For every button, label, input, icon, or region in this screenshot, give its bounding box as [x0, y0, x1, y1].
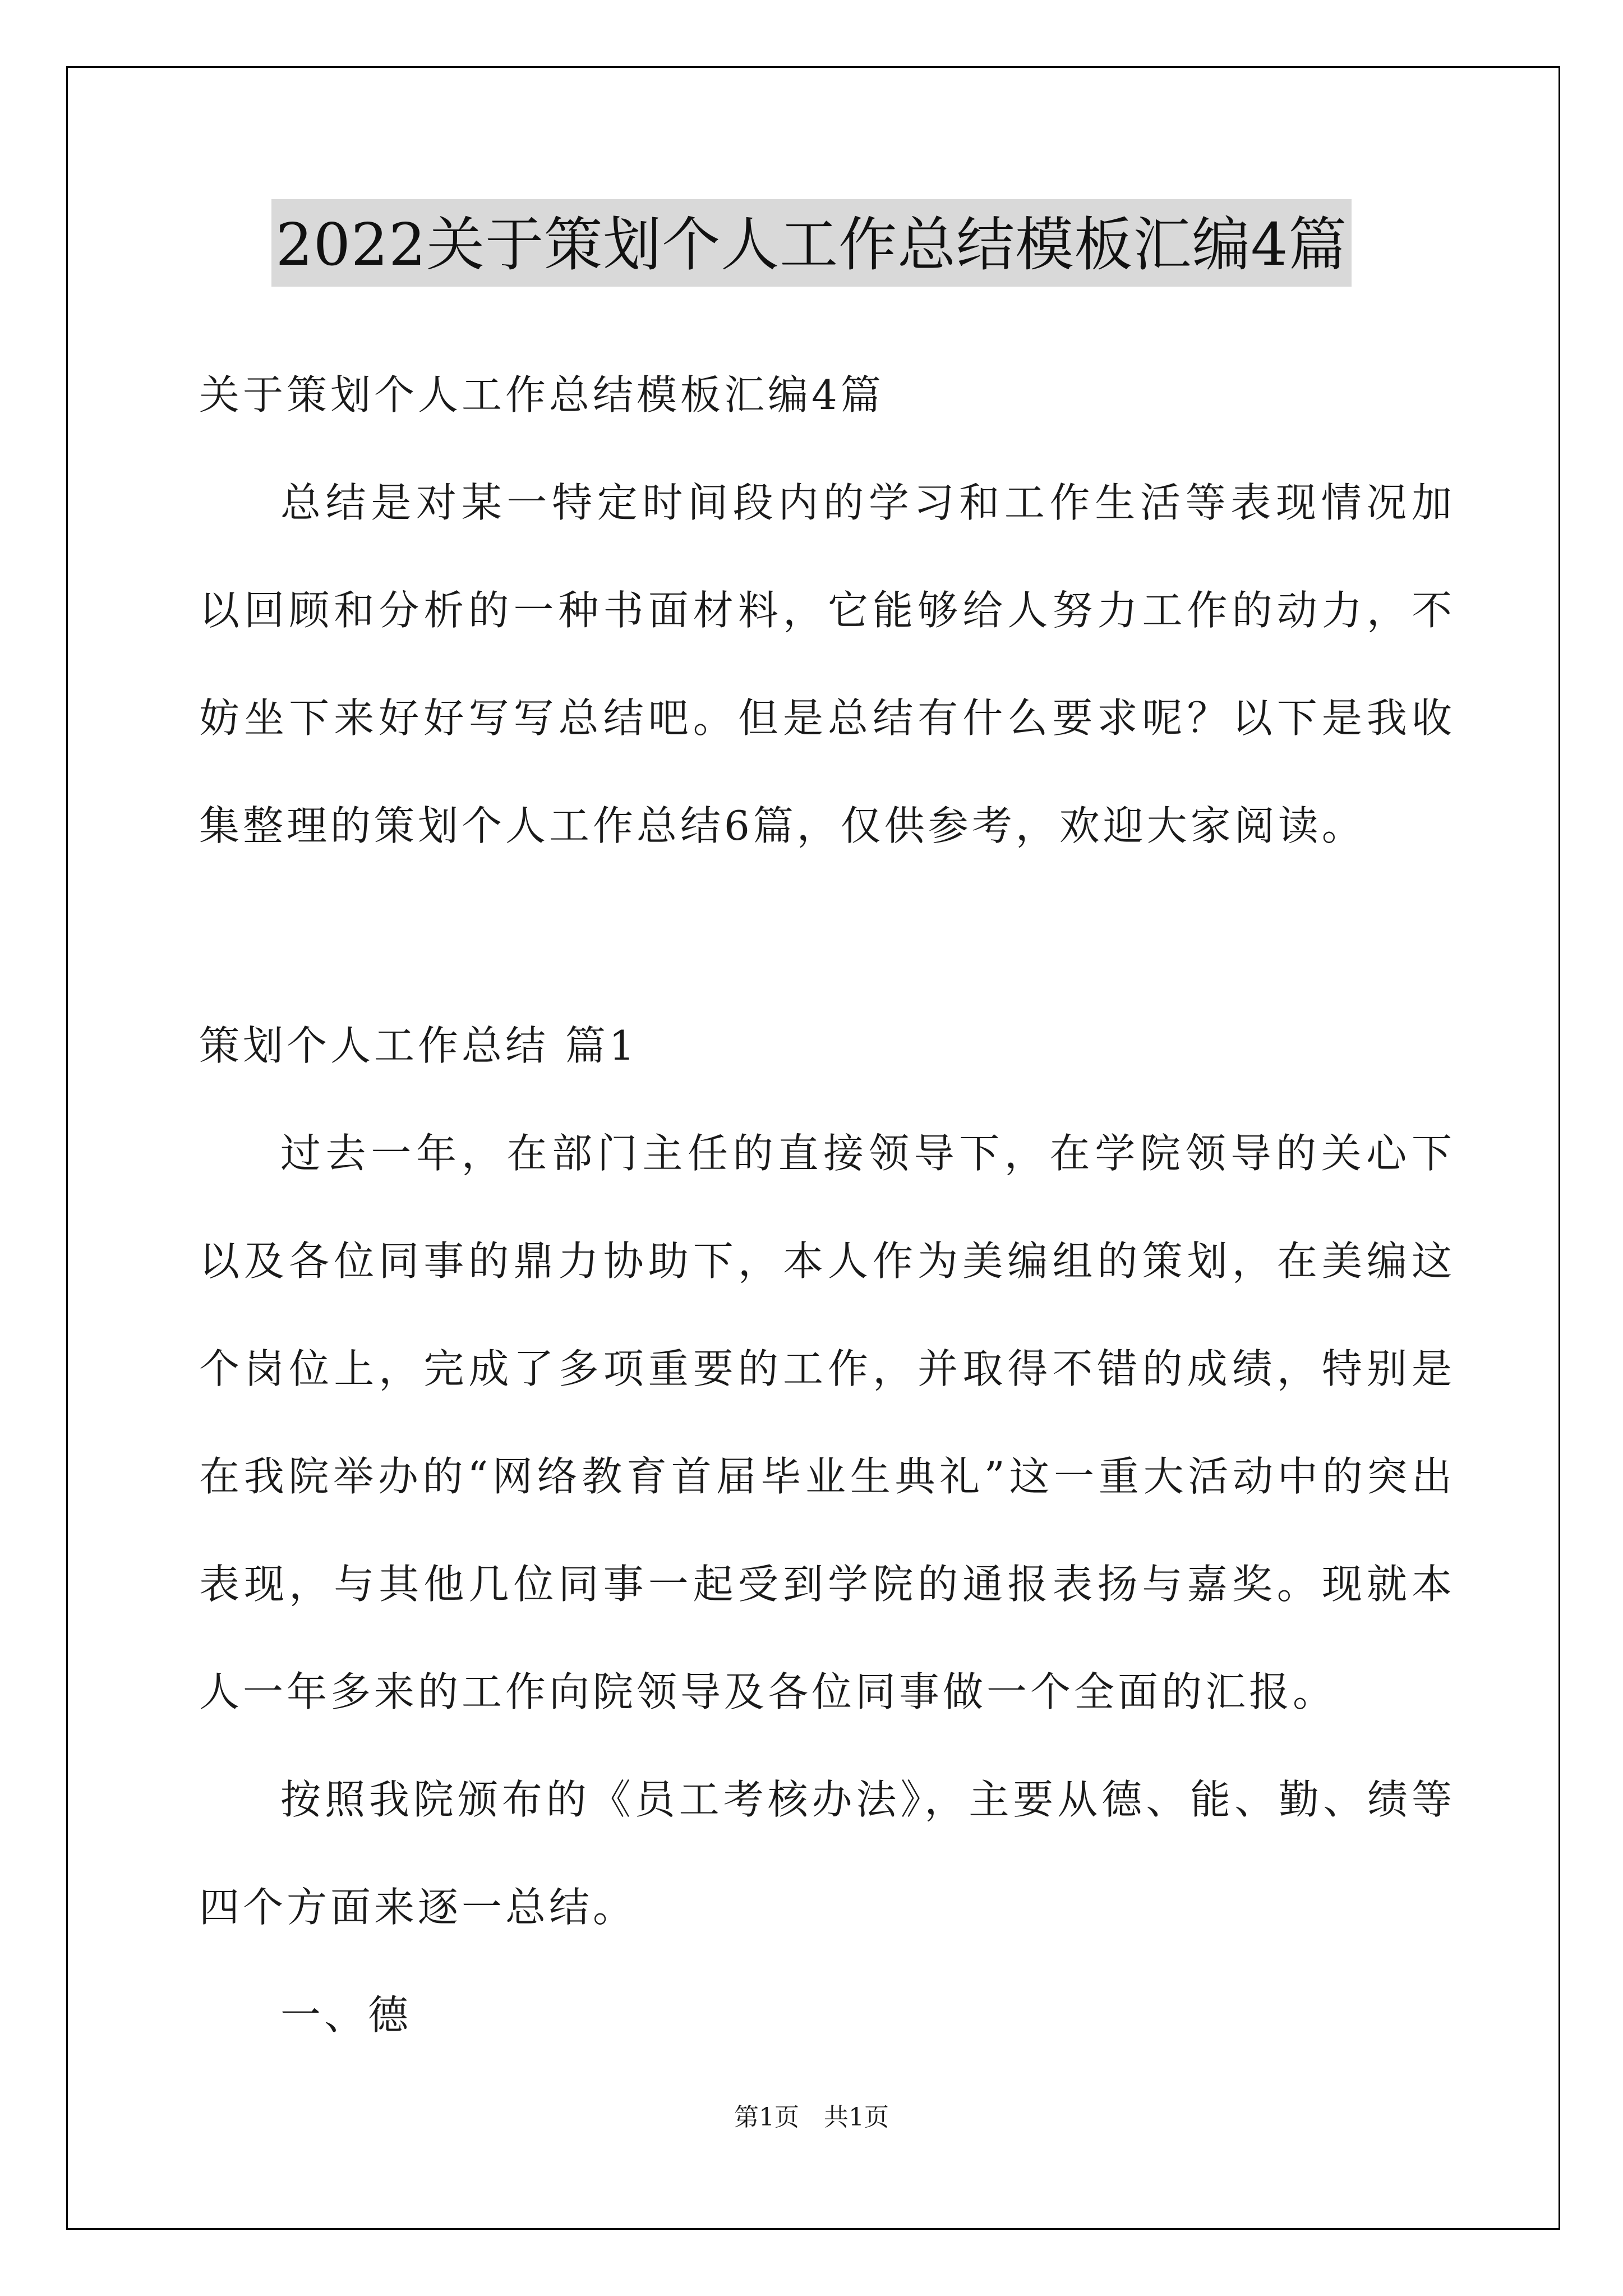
page-footer	[0, 2097, 1623, 2133]
intro-paragraph: 总结是对某一特定时间段内的学习和工作生活等表现情况加以回顾和分析的一种书面材料，它能够给人努力工作的动力，不妨坐下来好好写写总结吧。但是总结有什么要求呢？以下是我收集整理的策划个人工作总结6篇，仅供参考，欢迎大家阅读。	[199, 479, 1455, 849]
list-item-de: 一、德	[280, 1991, 412, 2039]
page-number-current: 第1页	[734, 2103, 799, 2132]
page-number-total: 共1页	[824, 2103, 889, 2132]
document-subtitle: 关于策划个人工作总结模板汇编4篇	[199, 371, 884, 418]
document-title-text: 2022关于策划个人工作总结模板汇编4篇	[271, 199, 1352, 287]
body-paragraph-1: 过去一年，在部门主任的直接领导下，在学院领导的关心下以及各位同事的鼎力协助下，本人作为美编组的策划，在美编这个岗位上，完成了多项重要的工作，并取得不错的成绩，特别是在我院举办的“网络教育首届毕业生典礼”这一重大活动中的突出表现，与其他几位同事一起受到学院的通报表扬与嘉奖。现就本人一年多来的工作向院领导及各位同事做一个全面的汇报。	[199, 1130, 1455, 1715]
body-paragraph-2: 按照我院颁布的《员工考核办法》，主要从德、能、勤、绩等四个方面来逐一总结。	[199, 1776, 1455, 1931]
section-heading: 策划个人工作总结 篇1	[199, 1022, 638, 1069]
document-title	[0, 199, 1623, 287]
